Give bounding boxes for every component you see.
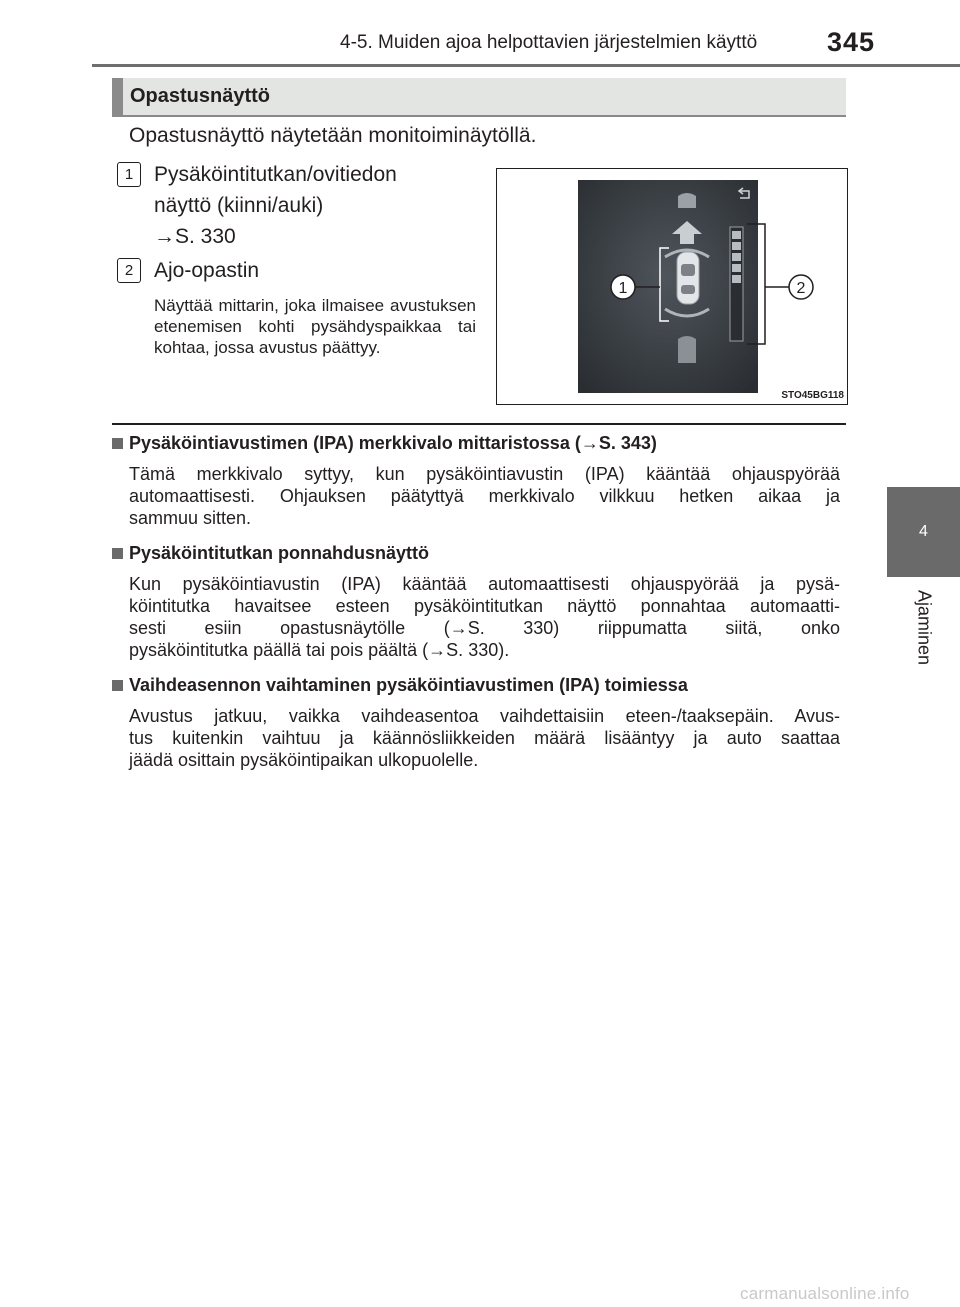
front-car-icon [678,193,696,208]
own-car-icon [677,252,699,304]
section-heading [112,78,846,117]
note-2-body [129,573,840,661]
section-intro: Opastusnäyttö näytetään monitoiminäytöllä. [129,124,537,147]
note-line: tus kuitenkin vaihtuu ja käännösliikkeiden määrä lisääntyy ja auto saattaa [129,728,840,748]
chapter-label-text: Ajaminen [914,590,935,666]
guidance-display-illustration [497,169,847,404]
note-3-body [129,705,840,771]
chapter-label [911,590,937,680]
header-rule [92,64,960,67]
section-heading-bar [112,78,123,115]
watermark: carmanualsonline.info [740,1284,910,1303]
note-bullet-icon [112,548,123,559]
item-1-line: näyttö (kiinni/auki) [154,194,324,217]
note-line: Kun pysäköintiavustin (IPA) kääntää automaattisesti ohjauspyörää ja pysä- [129,574,840,594]
callout-2-label: 2 [796,280,806,297]
item-2-description: Näyttää mittarin, joka ilmaisee avustuksen etenemisen kohti pysähdyspaikkaa tai kohtaa, jossa avustus päättyy. [154,296,476,357]
note-line: sammuu sitten. [129,508,252,528]
rear-car-icon [678,336,696,363]
note-bullet-icon [112,680,123,691]
chapter-tab-number: 4 [919,523,928,540]
figure-code: STO45BG118 [781,390,844,401]
note-line: Avustus jatkuu, vaikka vaihdeasentoa vaihdettaisiin eteen-/taaksepäin. Avus- [129,706,840,726]
note-3-title: Vaihdeasennon vaihtaminen pysäköintiavustimen (IPA) toimiessa [129,675,688,695]
item-1-line: Pysäköintitutkan/ovitiedon [154,163,397,186]
page-number: 345 [827,27,876,57]
item-1-text [154,159,397,252]
item-2-number-badge: 2 [117,258,141,283]
section-title: Opastusnäyttö [130,85,271,107]
note-1-body [129,463,840,529]
note-line: jäädä osittain pysäköintipaikan ulkopuolelle. [129,750,479,770]
chapter-tab [887,487,960,577]
note-line: pysäköintitutka päällä tai pois päältä (→S. 330). [129,640,510,660]
note-line: köintitutka havaitsee esteen pysäköintitutkan näyttö ponnahtaa automaatti- [129,596,840,616]
callout-1-label: 1 [618,280,628,297]
note-bullet-icon [112,438,123,449]
note-2-heading [112,543,429,564]
item-2-title: Ajo-opastin [154,259,260,282]
note-2-title: Pysäköintitutkan ponnahdusnäyttö [129,543,430,563]
running-header-title: 4-5. Muiden ajoa helpottavien järjestelmien käyttö [340,32,758,53]
note-line: automaattisesti. Ohjauksen päätyttyä merkkivalo vilkkuu hetken aikaa ja [129,486,840,506]
note-line: Tämä merkkivalo syttyy, kun pysäköintiavustin (IPA) kääntää ohjauspyörää [129,464,840,484]
note-3-heading [112,675,688,696]
guidance-display-figure [496,168,848,405]
note-1-title: Pysäköintiavustimen (IPA) merkkivalo mittaristossa (→S. 343) [129,433,657,453]
note-line: sesti esiin opastusnäytölle (→S. 330) riippumatta siitä, onko [129,618,840,638]
item-1-reference: →S. 330 [154,225,236,248]
item-1-number-badge: 1 [117,162,141,187]
note-1-heading [112,433,657,454]
section-divider [112,423,846,425]
